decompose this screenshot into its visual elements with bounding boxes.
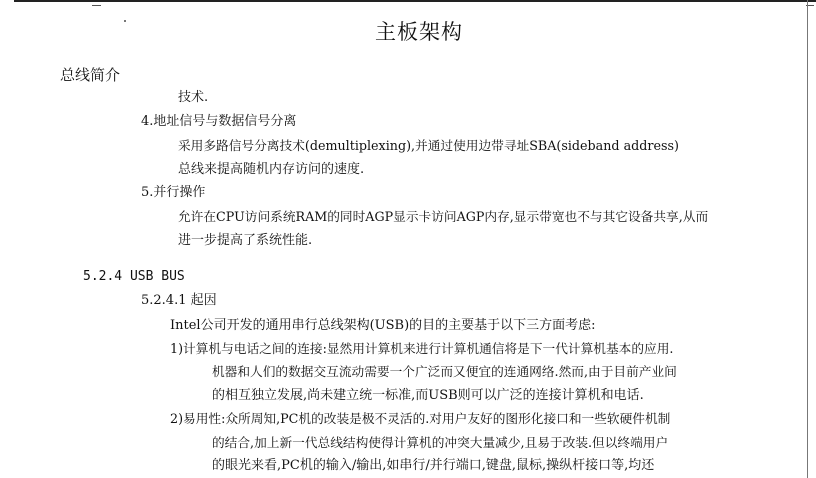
list-item-heading: 4.地址信号与数据信号分离 [141, 114, 297, 129]
text-line: 总线来提高随机内存访问的速度. [178, 162, 365, 177]
text-line: 机器和人们的数据交互流动需要一个广泛而又便宜的连通网络.然而,由于目前产业间 [212, 364, 677, 379]
text-line: 的结合,加上新一代总线结构使得计算机的冲突大量减少,且易于改装.但以终端用户 [212, 435, 669, 450]
list-item-heading: 5.并行操作 [141, 185, 206, 200]
list-item: 2)易用性:众所周知,PC机的改装是极不灵活的.对用户友好的图形化接口和一些软硬件机制 [170, 411, 671, 426]
text-line: 采用多路信号分离技术(demultiplexing),并通过使用边带寻址SBA(sideband address) [178, 138, 679, 153]
subsection-heading: 5.2.4 USB BUS [83, 269, 185, 284]
page-title: 主板架构 [375, 20, 463, 44]
text-line: 技术. [178, 90, 209, 105]
text-line: 进一步提高了系统性能. [178, 233, 313, 248]
text-line: 的相互独立发展,尚未建立统一标准,而USB则可以广泛的连接计算机和电话. [212, 388, 644, 403]
page-right-border [807, 0, 808, 478]
text-line: 的眼光来看,PC机的输入/输出,如串行/并行端口,键盘,鼠标,操纵杆接口等,均还 [212, 458, 655, 473]
list-item: 1)计算机与电话之间的连接:显然用计算机来进行计算机通信将是下一代计算机基本的应用. [170, 341, 674, 356]
page-top-border [14, 0, 816, 2]
text-line: Intel公司开发的通用串行总线架构(USB)的目的主要基于以下三方面考虑: [170, 318, 596, 333]
text-line: 允许在CPU访问系统RAM的同时AGP显示卡访问AGP内存,显示带宽也不与其它设备共享,从而 [178, 209, 709, 224]
subsubsection-heading: 5.2.4.1 起因 [141, 293, 217, 308]
scan-speck [124, 20, 126, 22]
header-rule-mark [92, 5, 101, 6]
section-header: 总线简介 [60, 66, 121, 84]
